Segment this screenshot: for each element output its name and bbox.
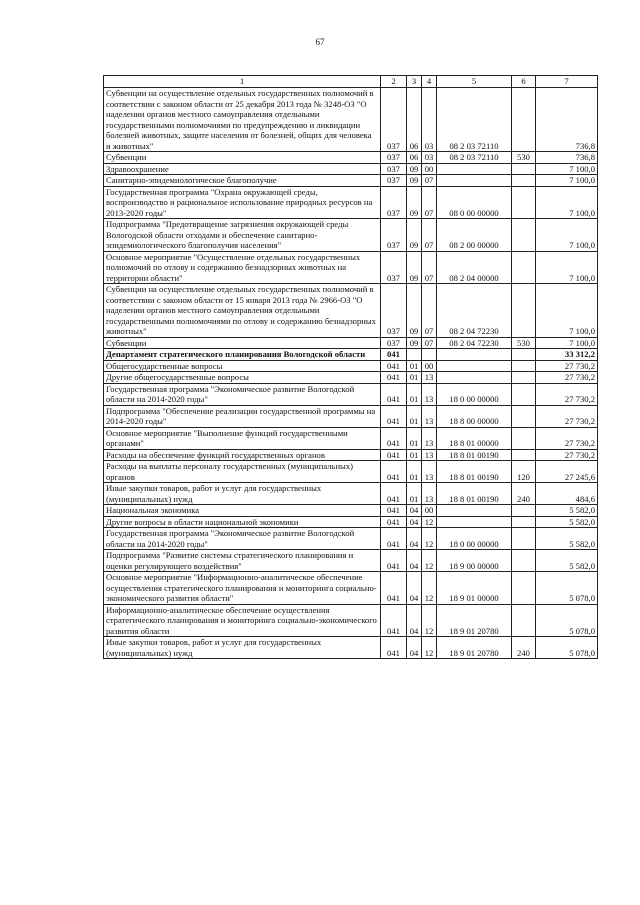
target-article-code: 08 2 04 00000 [437,251,512,284]
amount-value: 5 078,0 [536,572,598,605]
subsection-code: 13 [422,405,437,427]
amount-value: 7 100,0 [536,251,598,284]
subsection-code: 13 [422,372,437,384]
row-description: Субвенции [104,152,381,164]
section-code: 01 [407,427,422,449]
table-row [104,383,598,405]
subsection-code: 12 [422,550,437,572]
amount-value: 27 245,6 [536,461,598,483]
amount-value: 7 100,0 [536,337,598,349]
target-article-code [437,360,512,372]
amount-value: 736,8 [536,152,598,164]
table-row [104,505,598,517]
expense-type-code [512,284,536,338]
target-article-code: 18 8 01 00190 [437,483,512,505]
ministry-code: 037 [381,284,407,338]
amount-value: 736,8 [536,88,598,152]
subsection-code: 13 [422,427,437,449]
table-row [104,637,598,659]
ministry-code: 037 [381,251,407,284]
page-number: 67 [315,37,325,47]
expense-type-code [512,505,536,517]
amount-value: 27 730,2 [536,449,598,461]
table-row [104,175,598,187]
target-article-code: 18 9 01 20780 [437,604,512,637]
table-header-row [104,76,598,88]
subsection-code: 00 [422,163,437,175]
target-article-code: 08 2 03 72110 [437,152,512,164]
section-code: 09 [407,186,422,219]
table-row [104,372,598,384]
ministry-code: 041 [381,405,407,427]
table-row [104,427,598,449]
section-code: 01 [407,360,422,372]
target-article-code [437,349,512,361]
table-row [104,528,598,550]
target-article-code: 08 2 04 72230 [437,337,512,349]
subsection-code: 13 [422,383,437,405]
expense-type-code: 530 [512,152,536,164]
target-article-code: 18 9 01 00000 [437,572,512,605]
subsection-code: 07 [422,175,437,187]
expense-type-code [512,449,536,461]
amount-value: 7 100,0 [536,284,598,338]
subsection-code: 13 [422,483,437,505]
expense-type-code: 530 [512,337,536,349]
section-code: 04 [407,637,422,659]
section-code: 01 [407,483,422,505]
row-description: Департамент стратегического планирования Вологодской области [104,349,381,361]
header-cell: 4 [422,76,437,88]
row-description: Государственная программа "Экономическое развитие Вологодской области на 2014-2020 годы" [104,383,381,405]
expense-type-code [512,528,536,550]
expense-type-code [512,604,536,637]
row-description: Подпрограмма "Обеспечение реализации государственной программы на 2014-2020 годы" [104,405,381,427]
ministry-code: 041 [381,427,407,449]
ministry-code: 041 [381,372,407,384]
expense-type-code: 120 [512,461,536,483]
amount-value: 5 078,0 [536,637,598,659]
section-code: 04 [407,528,422,550]
amount-value: 7 100,0 [536,186,598,219]
row-description: Здравоохранение [104,163,381,175]
subsection-code: 00 [422,505,437,517]
ministry-code: 041 [381,383,407,405]
amount-value: 5 582,0 [536,516,598,528]
expense-type-code [512,219,536,252]
target-article-code: 18 9 00 00000 [437,550,512,572]
target-article-code [437,372,512,384]
expense-type-code [512,405,536,427]
header-cell: 7 [536,76,598,88]
table-row [104,152,598,164]
subsection-code: 00 [422,360,437,372]
target-article-code [437,163,512,175]
amount-value: 33 312,2 [536,349,598,361]
target-article-code: 08 2 04 72230 [437,284,512,338]
section-code: 01 [407,383,422,405]
target-article-code: 18 8 01 00190 [437,449,512,461]
ministry-code: 041 [381,604,407,637]
expense-type-code [512,550,536,572]
expense-type-code [512,175,536,187]
row-description: Государственная программа "Экономическое развитие Вологодской области на 2014-2020 годы" [104,528,381,550]
table-row [104,349,598,361]
expense-type-code [512,383,536,405]
subsection-code: 13 [422,449,437,461]
expense-type-code [512,186,536,219]
table-row [104,461,598,483]
subsection-code: 12 [422,572,437,605]
target-article-code: 18 9 01 20780 [437,637,512,659]
section-code: 01 [407,372,422,384]
row-description: Общегосударственные вопросы [104,360,381,372]
header-cell: 1 [104,76,381,88]
target-article-code: 08 2 00 00000 [437,219,512,252]
section-code: 06 [407,152,422,164]
subsection-code: 07 [422,186,437,219]
target-article-code [437,516,512,528]
target-article-code: 18 0 00 00000 [437,383,512,405]
row-description: Расходы на выплаты персоналу государственных (муниципальных) органов [104,461,381,483]
amount-value: 484,6 [536,483,598,505]
expense-type-code [512,516,536,528]
row-description: Национальная экономика [104,505,381,517]
subsection-code: 13 [422,461,437,483]
subsection-code: 07 [422,337,437,349]
table-row [104,405,598,427]
row-description: Расходы на обеспечение функций государственных органов [104,449,381,461]
section-code: 04 [407,604,422,637]
section-code: 09 [407,284,422,338]
ministry-code: 041 [381,349,407,361]
section-code: 06 [407,88,422,152]
expense-type-code [512,572,536,605]
ministry-code: 037 [381,186,407,219]
table-row [104,219,598,252]
row-description: Санитарно-эпидемиологическое благополучие [104,175,381,187]
target-article-code: 18 8 00 00000 [437,405,512,427]
subsection-code: 12 [422,637,437,659]
table-row [104,337,598,349]
ministry-code: 041 [381,528,407,550]
ministry-code: 041 [381,449,407,461]
header-cell: 2 [381,76,407,88]
table-row [104,360,598,372]
ministry-code: 037 [381,219,407,252]
budget-table [103,75,598,659]
section-code: 09 [407,175,422,187]
section-code: 01 [407,405,422,427]
table-row [104,163,598,175]
subsection-code [422,349,437,361]
expense-type-code [512,88,536,152]
target-article-code: 08 0 00 00000 [437,186,512,219]
expense-type-code [512,349,536,361]
amount-value: 5 582,0 [536,528,598,550]
subsection-code: 07 [422,284,437,338]
subsection-code: 12 [422,516,437,528]
section-code: 04 [407,516,422,528]
ministry-code: 037 [381,337,407,349]
row-description: Иные закупки товаров, работ и услуг для государственных (муниципальных) нужд [104,483,381,505]
ministry-code: 041 [381,505,407,517]
row-description: Субвенции [104,337,381,349]
section-code: 04 [407,550,422,572]
ministry-code: 041 [381,637,407,659]
table-row [104,88,598,152]
ministry-code: 041 [381,550,407,572]
section-code: 04 [407,505,422,517]
header-cell: 6 [512,76,536,88]
amount-value: 27 730,2 [536,427,598,449]
subsection-code: 12 [422,604,437,637]
row-description: Основное мероприятие "Информационно-аналитическое обеспечение осуществления стратегического планирования и мониторинга социально-экономического развития области" [104,572,381,605]
row-description: Основное мероприятие "Осуществление отдельных государственных полномочий по отлову и содержанию безнадзорных животных на территории области" [104,251,381,284]
expense-type-code: 240 [512,483,536,505]
subsection-code: 12 [422,528,437,550]
table-row [104,449,598,461]
target-article-code: 08 2 03 72110 [437,88,512,152]
amount-value: 7 100,0 [536,163,598,175]
row-description: Основное мероприятие "Выполнение функций государственными органами" [104,427,381,449]
section-code: 09 [407,163,422,175]
ministry-code: 041 [381,483,407,505]
header-cell: 3 [407,76,422,88]
row-description: Государственная программа "Охрана окружающей среды, воспроизводство и рациональное использование природных ресурсов на 2013-2020 годы" [104,186,381,219]
target-article-code [437,505,512,517]
amount-value: 7 100,0 [536,219,598,252]
section-code: 01 [407,449,422,461]
ministry-code: 037 [381,88,407,152]
target-article-code: 18 8 01 00190 [437,461,512,483]
row-description: Субвенции на осуществление отдельных государственных полномочий в соответствии с законом области от 15 января 2013 года № 2966-ОЗ "О наделении органов местного самоуправления отдельными государственными полномочиями по отлову и содержанию безнадзорных животных" [104,284,381,338]
target-article-code: 18 0 00 00000 [437,528,512,550]
amount-value: 27 730,2 [536,360,598,372]
target-article-code [437,175,512,187]
row-description: Иные закупки товаров, работ и услуг для государственных (муниципальных) нужд [104,637,381,659]
table-row [104,186,598,219]
ministry-code: 037 [381,163,407,175]
row-description: Подпрограмма "Предотвращение загрязнения окружающей среды Вологодской области отходами и обеспечение санитарно-эпидемиологического благополучия населения" [104,219,381,252]
table-row [104,284,598,338]
amount-value: 5 078,0 [536,604,598,637]
row-description: Информационно-аналитическое обеспечение осуществления стратегического планирования и мониторинга социально-экономического развития области [104,604,381,637]
amount-value: 27 730,2 [536,405,598,427]
amount-value: 27 730,2 [536,383,598,405]
amount-value: 27 730,2 [536,372,598,384]
target-article-code: 18 8 01 00000 [437,427,512,449]
amount-value: 5 582,0 [536,550,598,572]
subsection-code: 07 [422,251,437,284]
row-description: Подпрограмма "Развитие системы стратегического планирования и оценки регулирующего воздействия" [104,550,381,572]
section-code [407,349,422,361]
section-code: 09 [407,337,422,349]
table-body [104,88,598,659]
ministry-code: 041 [381,360,407,372]
header-cell: 5 [437,76,512,88]
ministry-code: 037 [381,175,407,187]
section-code: 09 [407,251,422,284]
expense-type-code [512,163,536,175]
ministry-code: 041 [381,572,407,605]
row-description: Другие общегосударственные вопросы [104,372,381,384]
section-code: 01 [407,461,422,483]
row-description: Субвенции на осуществление отдельных государственных полномочий в соответствии с законом области от 25 декабря 2013 года № 3248-ОЗ "О наделении органов местного самоуправления отдельными государственными полномочиями по предупреждению и ликвидации болезней животных, защите населения от болезней, общих для человека и животных" [104,88,381,152]
amount-value: 5 582,0 [536,505,598,517]
expense-type-code [512,251,536,284]
table-row [104,550,598,572]
subsection-code: 03 [422,88,437,152]
row-description: Другие вопросы в области национальной экономики [104,516,381,528]
expense-type-code: 240 [512,637,536,659]
ministry-code: 041 [381,516,407,528]
ministry-code: 037 [381,152,407,164]
table-row [104,483,598,505]
table-row [104,572,598,605]
ministry-code: 041 [381,461,407,483]
section-code: 04 [407,572,422,605]
amount-value: 7 100,0 [536,175,598,187]
section-code: 09 [407,219,422,252]
expense-type-code [512,360,536,372]
expense-type-code [512,427,536,449]
expense-type-code [512,372,536,384]
table-row [104,516,598,528]
subsection-code: 03 [422,152,437,164]
subsection-code: 07 [422,219,437,252]
table-row [104,251,598,284]
table-row [104,604,598,637]
